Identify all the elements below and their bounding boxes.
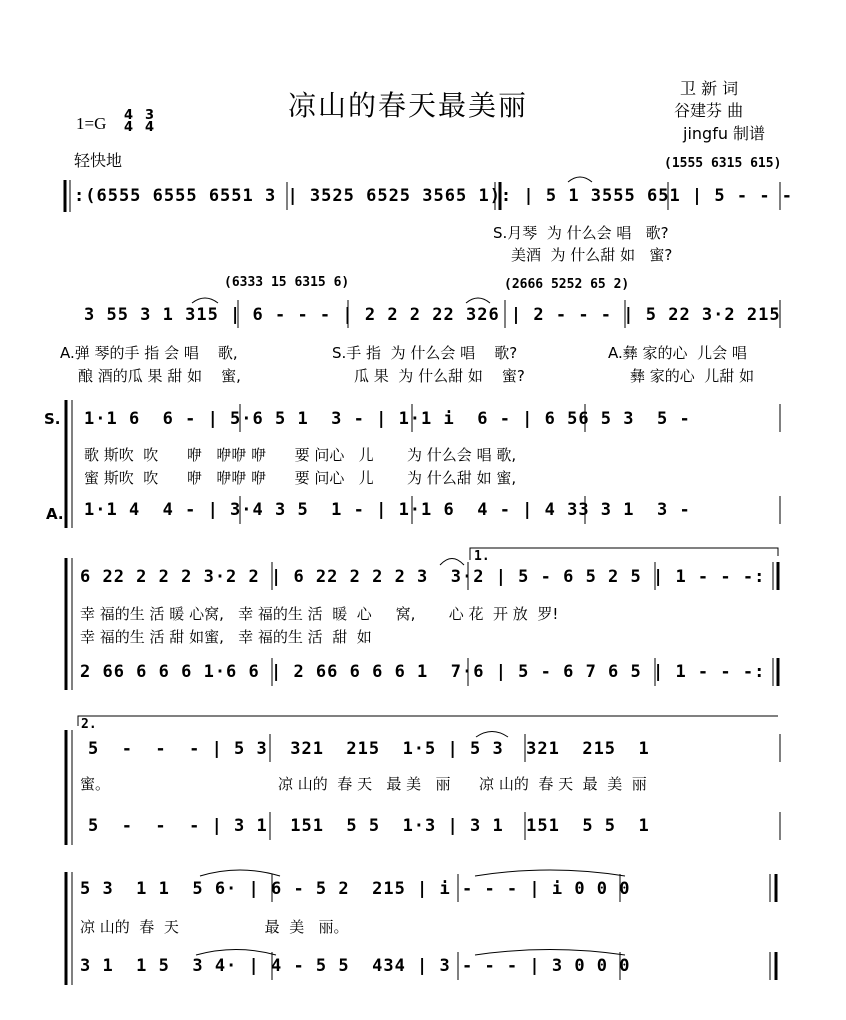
soprano-notes-3: 1·1 6 6 - | 5·6 5 1 3 - | 1·1 i 6 - | 6 56 5 3 5 - [84, 409, 691, 429]
top-notes-1: (1555 6315 615) [664, 156, 782, 171]
lyric-s1-line2: 美酒 为 什么甜 如 蜜? [511, 246, 673, 264]
lyric-s4-line1: 幸 福的生 活 暖 心窝, 幸 福的生 活 暖 心 窝, 心 花 开 放 罗! [80, 605, 559, 623]
alto-notes-6: 3 1 1 5 3 4· | 4 - 5 5 434 | 3 - - - | 3 0 0 0 [80, 956, 631, 976]
key-signature: 1=G [76, 114, 107, 133]
lyric-s6: 凉 山的 春 天 最 美 丽。 [80, 918, 349, 936]
top-notes-2a: (6333 15 6315 6) [224, 275, 350, 290]
lyric-s3-line1: 歌 斯吹 吹 咿 咿咿 咿 要 问心 儿 为 什么会 唱 歌, [84, 446, 517, 464]
lyric-s2-d: 酿 酒的瓜 果 甜 如 蜜, [78, 367, 241, 385]
lyric-s2-a: A.弹 琴的手 指 会 唱 歌, [60, 344, 238, 362]
lyric-s2-c: A.彝 家的心 儿会 唱 [608, 344, 747, 362]
lyric-s3-line2: 蜜 斯吹 吹 咿 咿咿 咿 要 问心 儿 为 什么甜 如 蜜, [84, 469, 517, 487]
volta-2: 2. [81, 717, 97, 732]
soprano-notes-5: 5 - - - | 5 3 321 215 1·5 | 5 3 321 215 1 [88, 739, 650, 759]
lyric-s1-line1: S.月琴 为 什么会 唱 歌? [493, 224, 669, 242]
notes-system-1: :(6555 6555 6551 3 | 3525 6525 3565 1): | 5 1 3555 651 | 5 - - - [74, 186, 794, 206]
soprano-notes-6: 5 3 1 1 5 6· | 6 - 5 2 215 | i - - - | i 0 0 0 [80, 879, 631, 899]
alto-notes-4: 2 66 6 6 6 1·6 6 | 2 66 6 6 6 1 7·6 | 5 - 6 7 6 5 | 1 - - -: [80, 662, 766, 682]
lyric-s4-line2: 幸 福的生 活 甜 如蜜, 幸 福的生 活 甜 如 [80, 628, 372, 646]
time-signature-2: 3 4 [145, 108, 155, 135]
alto-notes-5: 5 - - - | 3 1 151 5 5 1·3 | 3 1 151 5 5 1 [88, 816, 650, 836]
time-signature-1: 4 4 [124, 108, 134, 135]
lyric-s2-b: S.手 指 为 什么会 唱 歌? [332, 344, 518, 362]
lyric-s2-e: 瓜 果 为 什么甜 如 蜜? [354, 367, 525, 385]
composer-credit: 谷建芬 曲 [674, 101, 744, 120]
tempo-marking: 轻快地 [74, 151, 123, 170]
page-title: 凉山的春天最美丽 [288, 89, 529, 122]
volta-1: 1. [474, 549, 490, 564]
lyric-s5-b: 凉 山的 春 天 最 美 丽 凉 山的 春 天 最 美 丽 [278, 775, 647, 793]
notes-system-2: 3 55 3 1 315 | 6 - - - | 2 2 2 22 326 | 2 - - - | 5 22 3·2 215 [84, 305, 781, 325]
lyric-s5-a: 蜜。 [80, 775, 111, 793]
lyric-s2-f: 彝 家的心 儿甜 如 [630, 367, 755, 385]
alto-notes-3: 1·1 4 4 - | 3·4 3 5 1 - | 1·1 6 4 - | 4 33 3 1 3 - [84, 500, 691, 520]
arranger-credit: jingfu 制谱 [683, 124, 766, 143]
soprano-label: S. [44, 410, 61, 428]
soprano-notes-4: 6 22 2 2 2 3·2 2 | 6 22 2 2 2 3 3·2 | 5 - 6 5 2 5 | 1 - - -: [80, 567, 766, 587]
lyricist-credit: 卫 新 词 [680, 79, 739, 98]
alto-label: A. [46, 505, 64, 523]
top-notes-2b: (2666 5252 65 2) [504, 277, 630, 292]
